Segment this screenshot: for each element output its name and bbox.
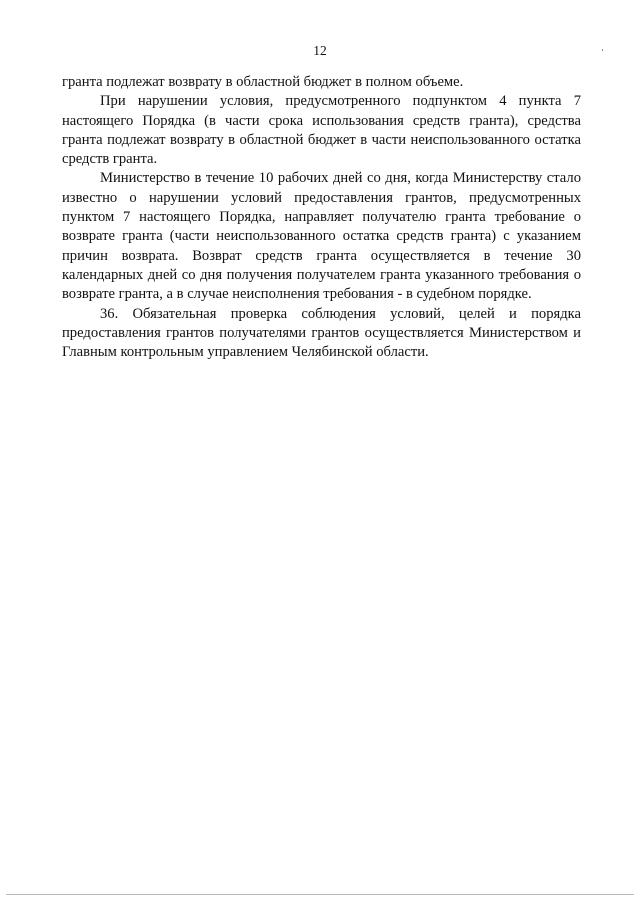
document-body — [62, 73, 581, 362]
paragraph-refund-full: гранта подлежат возврату в областной бюджет в полном объеме. — [62, 74, 464, 90]
paragraph-ministry-notice: Министерство в течение 10 рабочих дней со дня, когда Министерству стало известно о нарушении условий предоставления грантов, предусмотренных пунктом 7 настоящего Порядка, направляет получателю гранта требование о возврате гранта (части неиспользованного остатка средств гранта) с указанием причин возврата. Возврат средств гранта осуществляется в течение 30 календарных дней со дня получения получателем гранта указанного требования о возврате гранта, а в случае неисполнения требования - в судебном порядке. — [62, 170, 581, 303]
page-number: 12 — [313, 43, 327, 58]
paragraph-clause-36: 36. Обязательная проверка соблюдения условий, целей и порядка предоставления грантов получателями грантов осуществляется Министерством и Главным контрольным управлением Челябинской области. — [62, 305, 581, 361]
paragraph-refund-partial: При нарушении условия, предусмотренного подпунктом 4 пункта 7 настоящего Порядка (в части срока использования средств гранта), средства гранта подлежат возврату в областной бюджет в части неиспользованного остатка средств гранта. — [62, 93, 581, 168]
bottom-edge-line — [6, 894, 634, 895]
scan-speck — [602, 49, 603, 51]
